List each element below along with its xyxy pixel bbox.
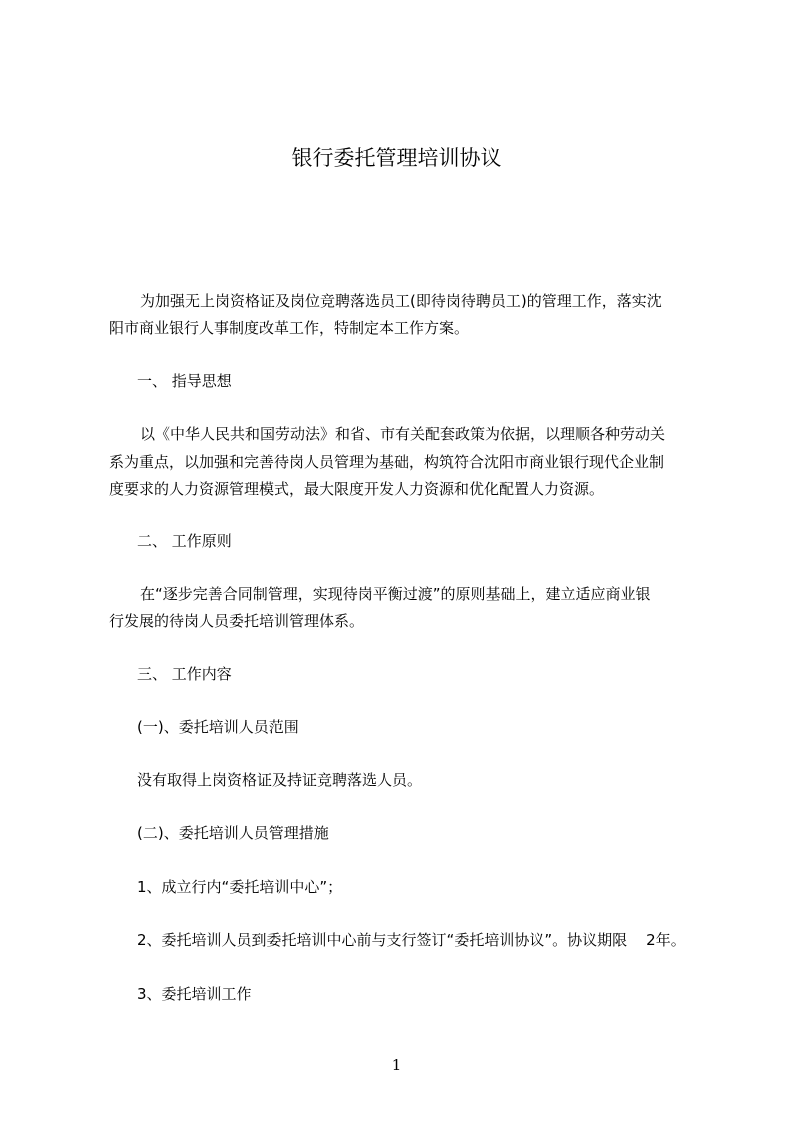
subsection-2-heading: (二)、委托培训人员管理措施	[137, 824, 329, 842]
section-1-line-3: 度要求的人力资源管理模式，最大限度开发人力资源和优化配置人力资源。	[109, 480, 605, 498]
list-item-1: 1、成立行内“委托培训中心”；	[137, 878, 343, 896]
intro-line-2: 阳市商业银行人事制度改革工作，特制定本工作方案。	[109, 319, 470, 337]
list-item-2: 2、委托培训人员到委托培训中心前与支行签订“委托培训协议”。协议期限 2年。	[137, 931, 686, 949]
intro-line-1: 为加强无上岗资格证及岗位竞聘落选员工(即待岗待聘员工)的管理工作，落实沈	[140, 292, 662, 310]
section-1-line-1: 以《中华人民共和国劳动法》和省、市有关配套政策为依据，以理顺各种劳动关	[140, 425, 666, 443]
section-3-heading: 三、 工作内容	[137, 665, 232, 683]
section-1-line-2: 系为重点，以加强和完善待岗人员管理为基础，构筑符合沈阳市商业银行现代企业制	[109, 453, 665, 471]
section-2-line-2: 行发展的待岗人员委托培训管理体系。	[109, 612, 365, 630]
section-1-heading: 一、 指导思想	[137, 372, 232, 390]
section-2-heading: 二、 工作原则	[137, 532, 232, 550]
page-number: 1	[391, 1056, 402, 1074]
section-2-line-1: 在“逐步完善合同制管理，实现待岗平衡过渡”的原则基础上，建立适应商业银	[140, 585, 651, 603]
list-item-3: 3、委托培训工作	[137, 985, 252, 1003]
subsection-1-heading: (一)、委托培训人员范围	[137, 718, 299, 736]
document-title: 银行委托管理培训协议	[291, 146, 502, 170]
subsection-1-text: 没有取得上岗资格证及持证竞聘落选人员。	[137, 771, 423, 789]
